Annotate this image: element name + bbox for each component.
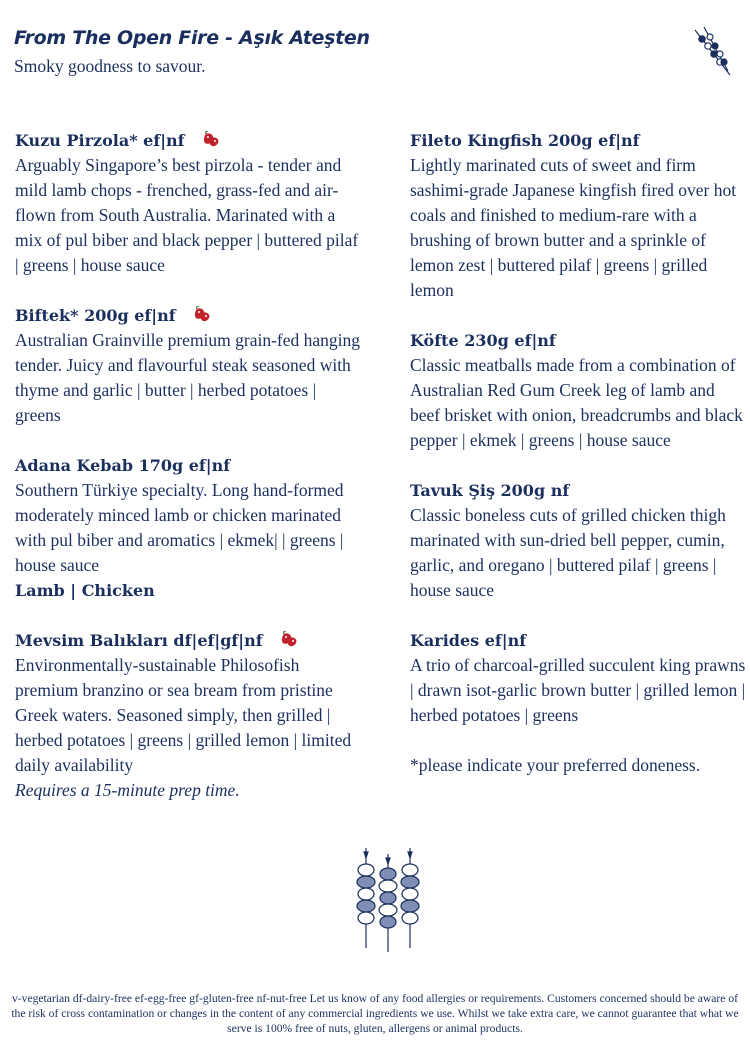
allergen-disclaimer: v-vegetarian df-dairy-free ef-egg-free gf-gluten-free nf-nut-free Let us know of any food allergies or requirements. Customers concerned should be aware of the risk of cross contamination or changes in the content of any commercial ingredients we use. Whilst we take extra care, we cannot guarantee that what we serve is 100% free of nuts, gluten, allergens or animal products. [11, 992, 739, 1035]
menu-item-title: Karides ef|nf [410, 631, 527, 650]
menu-item-description: Australian Grainville premium grain-fed hanging tender. Juicy and flavourful steak seasoned with thyme and garlic | butter | herbed potatoes | greens [15, 330, 361, 425]
chili-icon [193, 306, 213, 324]
menu-item-title: Tavuk Şiş 200g nf [410, 481, 570, 500]
menu-item [410, 628, 746, 728]
page-subtitle: Smoky goodness to savour. [14, 56, 206, 76]
menu-item-description: A trio of charcoal-grilled succulent king prawns | drawn isot-garlic brown butter | grilled lemon | herbed potatoes | greens [410, 655, 746, 725]
menu-item [410, 128, 746, 303]
menu-item-description: Lightly marinated cuts of sweet and firm sashimi-grade Japanese kingfish fired over hot coals and finished to medium-rare with a brushing of brown butter and a sprinkle of lemon zest | buttered pilaf | greens | grilled lemon [410, 155, 737, 300]
menu-item [15, 453, 365, 603]
menu-item [410, 328, 746, 453]
menu-item-description: Classic meatballs made from a combination of Australian Red Gum Creek leg of lamb and beef brisket with onion, breadcrumbs and black pepper | ekmek | greens | house sauce [410, 355, 743, 450]
menu-item-title: Köfte 230g ef|nf [410, 331, 556, 350]
menu-item [15, 628, 365, 803]
doneness-note: *please indicate your preferred doneness. [410, 755, 701, 775]
menu-item-description: Environmentally-sustainable Philosofish premium branzino or sea bream from pristine Greek waters. Seasoned simply, then grilled | herbed potatoes | greens | grilled lemon | limited daily availability [15, 655, 352, 775]
menu-item-description: Arguably Singapore’s best pirzola - tender and mild lamb chops - frenched, grass-fed and air-flown from South Australia. Marinated with a mix of pul biber and black pepper | buttered pilaf | greens | house sauce [15, 155, 359, 275]
menu-item-description: Classic boneless cuts of grilled chicken thigh marinated with sun-dried bell pepper, cumin, garlic, and oregano | buttered pilaf | greens | house sauce [410, 505, 726, 600]
menu-item [15, 128, 365, 278]
menu-item [410, 478, 746, 603]
skewer-icon [690, 25, 736, 81]
menu-column-right [410, 128, 746, 778]
skewer-icon [352, 848, 424, 952]
menu-item-title: Mevsim Balıkları df|ef|gf|nf [15, 631, 263, 650]
menu-column-left [15, 128, 365, 828]
page-title: From The Open Fire - Aşık Ateşten [14, 27, 370, 49]
menu-item-title: Kuzu Pirzola* ef|nf [15, 131, 185, 150]
chili-icon [280, 631, 300, 649]
menu-item-note: Requires a 15-minute prep time. [15, 780, 240, 800]
chili-icon [202, 131, 222, 149]
menu-item-title: Biftek* 200g ef|nf [15, 306, 176, 325]
menu-item-title: Adana Kebab 170g ef|nf [15, 456, 231, 475]
menu-item-title: Fileto Kingfish 200g ef|nf [410, 131, 640, 150]
menu-item [15, 303, 365, 428]
menu-item-description: Southern Türkiye specialty. Long hand-formed moderately minced lamb or chicken marinated with pul biber and aromatics | ekmek| | greens | house sauce [15, 480, 344, 575]
menu-item-options: Lamb | Chicken [15, 581, 155, 600]
